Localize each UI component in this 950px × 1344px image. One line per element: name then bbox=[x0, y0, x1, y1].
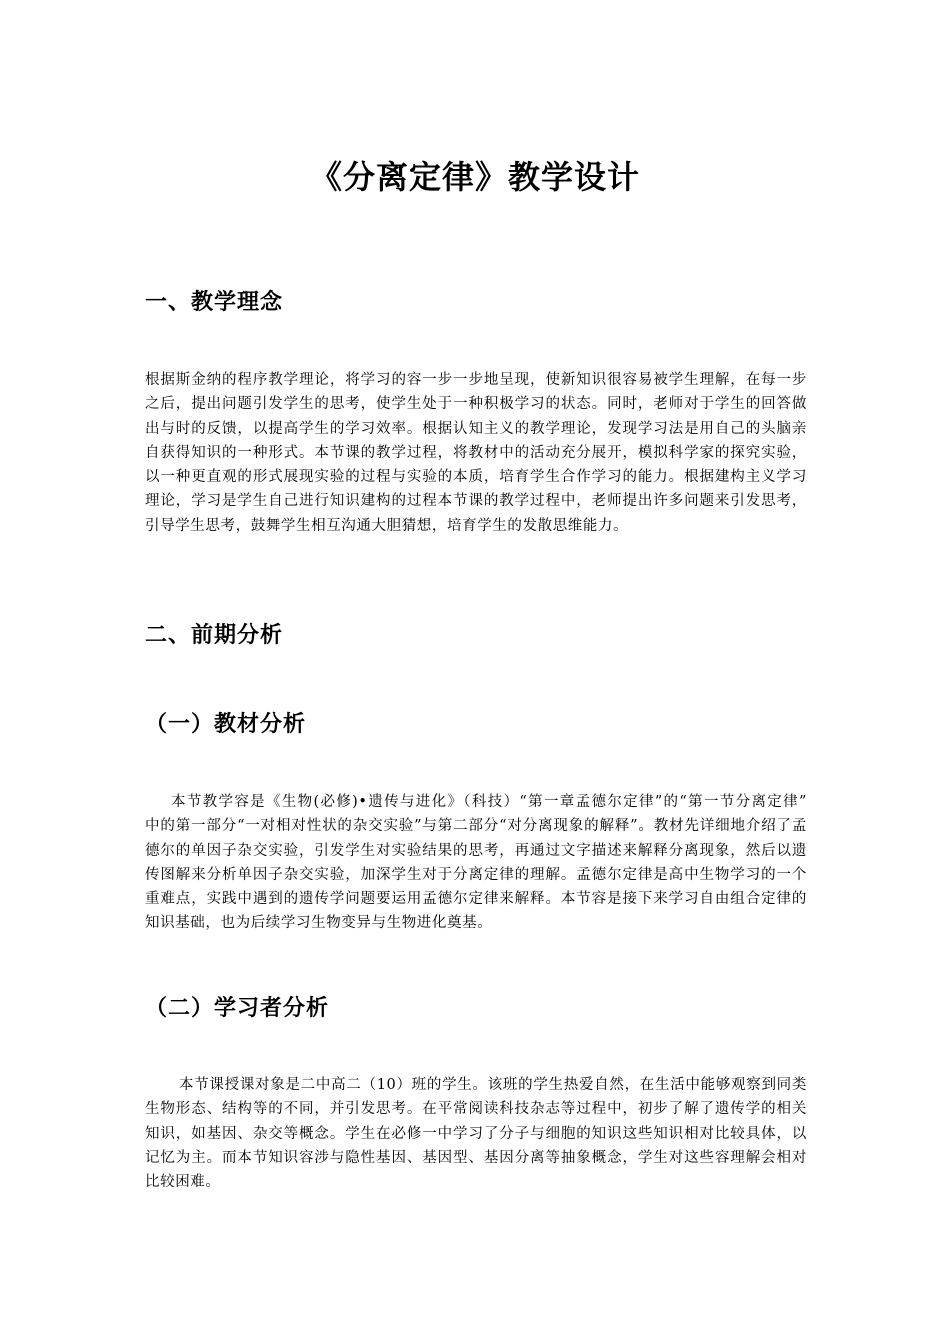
paragraph-textbook-analysis: 本节教学容是《生物(必修)•遗传与进化》（科技）“第一章孟德尔定律”的“第一节分离定律” 中的第一部分“一对相对性状的杂交实验”与第二部分“对分离现象的解释”。教材先详细地介绍了孟德尔的单因子杂交实验，引发学生对实验结果的思考，再通过文字描述来解释分离现象，然后以遗传图解来分析单因子杂交实验，加深学生对于分离定律的理解。孟德尔定律是高中生物学习的一个重难点，实践中遇到的遗传学问题要运用孟德尔定律来解释。本节容是接下来学习自由组合定律的知识基础，也为后续学习生物变异与生物进化奠基。 bbox=[145, 794, 828, 932]
document-title: 《分离定律》教学设计 bbox=[309, 158, 640, 196]
section-heading-preliminary-analysis: 二、前期分析 bbox=[145, 622, 284, 648]
subsection-heading-textbook-analysis: （一）教材分析 bbox=[145, 711, 307, 737]
section-heading-teaching-philosophy: 一、教学理念 bbox=[145, 289, 284, 315]
paragraph-teaching-philosophy: 根据斯金纳的程序教学理论，将学习的容一步一步地呈现，使新知识很容易被学生理解，在每一步之后，提出问题引发学生的思考，使学生处于一种积极学习的状态。同时，老师对于学生的回答做出与时的反馈，以提高学生的学习效率。根据认知主义的教学理论，发现学习法是用自己的头脑亲自获得知识的一种形式。本节课的教学过程，将教材中的活动充分展开，模拟科学家的探究实验，以一种更直观的形式展现实验的过程与实验的本质，培育学生合作学习的能力。根据建构主义学习理论，学习是学生自己进行知识建构的过程本节课的教学过程中，老师提出许多问题来引发思考，引导学生思考，鼓舞学生相互沟通大胆猜想，培育学生的发散思维能力。 bbox=[145, 372, 807, 534]
subsection-heading-learner-analysis: （二）学习者分析 bbox=[145, 995, 330, 1021]
paragraph-learner-analysis: 本节课授课对象是二中高二（10）班的学生。该班的学生热爱自然，在生活中能够观察到同类生物形态、结构等的不同，并引发思考。在平常阅读科技杂志等过程中，初步了解了遗传学的相关知识，如基因、杂交等概念。学生在必修一中学习了分子与细胞的知识这些知识相对比较具体，以记忆为主。而本节知识容涉与隐性基因、基因型、基因分离等抽象概念，学生对这些容理解会相对比较困难。 bbox=[145, 1077, 807, 1191]
